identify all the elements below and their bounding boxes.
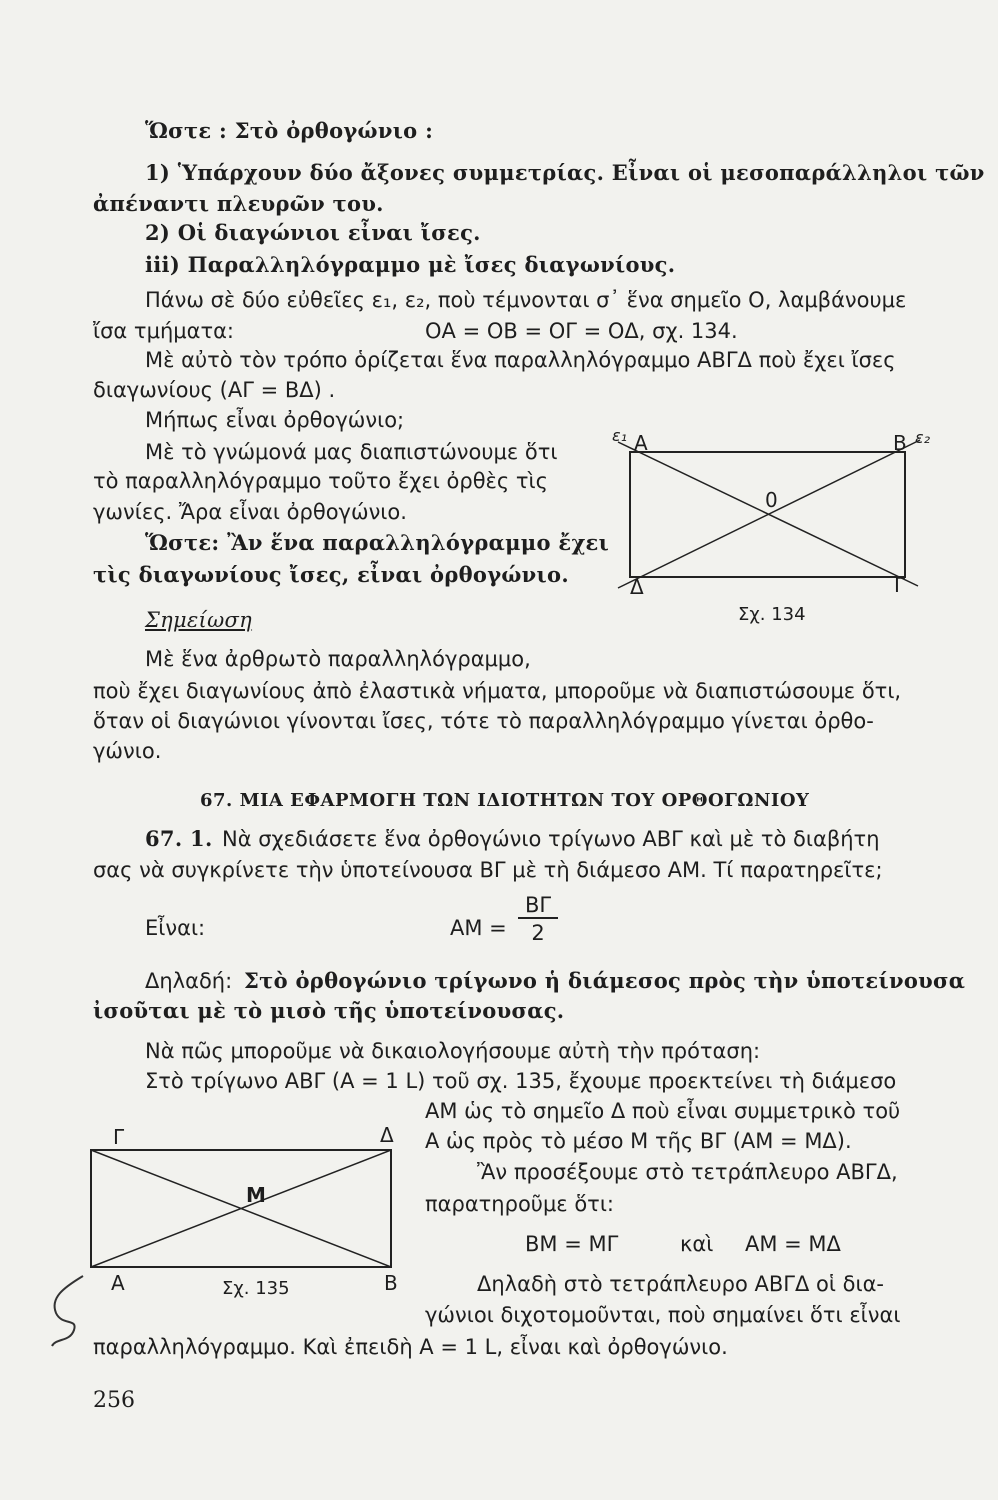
text-line: Μὲ αὐτὸ τὸν τρόπο ὁρίζεται ἕνα παραλληλόγραμμο ΑΒΓΔ ποὺ ἔχει ἴσες — [145, 348, 896, 372]
equality-left: ΒΜ = ΜΓ — [525, 1232, 619, 1256]
text-line: Δηλαδὴ στὸ τετράπλευρο ΑΒΓΔ οἱ δια- — [477, 1272, 885, 1296]
exercise-text-cont: σας νὰ συγκρίνετε τὴν ὑποτείνουσα ΒΓ μὲ τὴ διάμεσο ΑΜ. Τί παρατηρεῖτε; — [93, 858, 883, 882]
property-1 — [145, 160, 985, 186]
text-line: γώνιοι διχοτομοῦνται, ποὺ σημαίνει ὅτι εἶναι — [425, 1303, 901, 1327]
fig134-label-o: 0 — [765, 488, 778, 512]
text-line: παραλληλόγραμμο. Καὶ ἐπειδὴ Α = 1 L, εἶναι καὶ ὀρθογώνιο. — [93, 1335, 728, 1359]
text-line: γώνιο. — [93, 739, 162, 763]
fig135-label-a: Α — [111, 1271, 125, 1295]
fraction — [518, 895, 558, 955]
text-line: παρατηροῦμε ὅτι: — [425, 1192, 614, 1216]
fig135-label-m: Μ — [246, 1183, 266, 1207]
text-line: ΑΜ ὡς τὸ σημεῖο Δ ποὺ εἶναι συμμετρικὸ τοῦ — [425, 1099, 901, 1123]
text-line: Στὸ τρίγωνο ΑΒΓ (Α = 1 L) τοῦ σχ. 135, ἔχουμε προεκτείνει τὴ διάμεσο — [145, 1069, 897, 1093]
text-line: Μὲ τὸ γνώμονά μας διαπιστώνουμε ὅτι — [145, 440, 558, 464]
note-heading: Σημείωση — [145, 608, 253, 632]
fraction-bar — [518, 917, 558, 919]
equality-right: ΑΜ = ΜΔ — [745, 1232, 841, 1256]
text-line: Νὰ πῶς μποροῦμε νὰ δικαιολογήσουμε αὐτὴ τὴν πρόταση: — [145, 1039, 761, 1063]
text-line: τὸ παραλληλόγραμμο τοῦτο ἔχει ὀρθὲς τὶς — [93, 469, 548, 493]
text-line-left: ἴσα τμήματα: — [93, 319, 235, 343]
fig134-label-d: Δ — [630, 575, 644, 599]
fraction-numerator: ΒΓ — [524, 893, 552, 917]
fig134-caption: Σχ. 134 — [738, 604, 806, 625]
exercise-number: 67. 1. — [145, 826, 213, 851]
text-line: διαγωνίους (ΑΓ = ΒΔ) . — [93, 378, 336, 402]
equality-mid: καὶ — [680, 1232, 714, 1256]
conclusion-cont: τὶς διαγωνίους ἴσες, εἶναι ὀρθογώνιο. — [93, 562, 569, 587]
text-line: Μὲ ἕνα ἀρθρωτὸ παραλληλόγραμμο, — [145, 647, 531, 671]
fig135-caption: Σχ. 135 — [222, 1278, 290, 1299]
text-line: Α ὡς πρὸς τὸ μέσο Μ τῆς ΒΓ (ΑΜ = ΜΔ). — [425, 1129, 852, 1153]
property-1-cont: ἀπέναντι πλευρῶν του. — [93, 191, 384, 216]
summary-heading: Ὥστε : Στὸ ὀρθογώνιο : — [145, 118, 434, 143]
fraction-denominator: 2 — [531, 921, 545, 945]
text-line: ποὺ ἔχει διαγωνίους ἀπὸ ἐλαστικὰ νήματα, μποροῦμε νὰ διαπιστώσουμε ὅτι, — [93, 679, 902, 703]
text-line: ὅταν οἱ διαγώνιοι γίνονται ἴσες, τότε τὸ παραλληλόγραμμο γίνεται ὀρθο- — [93, 709, 874, 733]
page-number: 256 — [93, 1388, 135, 1413]
property-1-text: 1) Ὑπάρχουν δύο ἄξονες συμμετρίας. Εἶναι οἱ μεσοπαράλληλοι τῶν — [145, 160, 985, 185]
einai-label: Εἶναι: — [145, 916, 206, 940]
fig135-label-b: Β — [384, 1271, 398, 1295]
section-title: 67. ΜΙΑ ΕΦΑΡΜΟΓΗ ΤΩΝ ΙΔΙΟΤΗΤΩΝ ΤΟΥ ΟΡΘΟΓΩΝΙΟΥ — [200, 790, 810, 811]
subsection-iii: iii) Παραλληλόγραμμο μὲ ἴσες διαγωνίους. — [145, 252, 676, 277]
theorem: Στὸ ὀρθογώνιο τρίγωνο ἡ διάμεσος πρὸς τὴν ὑποτείνουσα — [244, 968, 966, 993]
theorem-cont: ἰσοῦται μὲ τὸ μισὸ τῆς ὑποτείνουσας. — [93, 998, 565, 1023]
text-line: γωνίες. Ἄρα εἶναι ὀρθογώνιο. — [93, 500, 407, 524]
conclusion: Ὥστε: Ἂν ἕνα παραλληλόγραμμο ἔχει — [145, 530, 610, 555]
fig134-label-g: Γ — [894, 573, 906, 597]
figure-135 — [85, 1140, 405, 1280]
text-line-prefix: Δηλαδή: — [145, 969, 233, 993]
text-line: Μήπως εἶναι ὀρθογώνιο; — [145, 408, 405, 432]
fig135-label-d: Δ — [380, 1123, 394, 1147]
property-2: 2) Οἱ διαγώνιοι εἶναι ἴσες. — [145, 220, 481, 245]
text-line: Ἂν προσέξουμε στὸ τετράπλευρο ΑΒΓΔ, — [477, 1160, 898, 1184]
fig135-label-g: Γ — [113, 1125, 125, 1149]
segments-equation: ΟΑ = ΟΒ = ΟΓ = ΟΔ, σχ. 134. — [425, 319, 738, 343]
fig134-label-e1: ε₁ — [612, 426, 628, 445]
exercise-text: Νὰ σχεδιάσετε ἕνα ὀρθογώνιο τρίγωνο ΑΒΓ καὶ μὲ τὸ διαβήτη — [222, 827, 880, 851]
pencil-mark-icon — [38, 1268, 98, 1358]
fig134-label-b: Β — [893, 431, 907, 455]
equation-lhs: ΑΜ = — [450, 916, 507, 940]
fig134-label-a: Α — [634, 431, 648, 455]
fig134-label-e2: ε₂ — [915, 428, 931, 447]
text-line: Πάνω σὲ δύο εὐθεῖες ε₁, ε₂, ποὺ τέμνονται σ᾽ ἕνα σημεῖο Ο, λαμβάνουμε — [145, 288, 907, 312]
figure-134 — [600, 430, 940, 630]
